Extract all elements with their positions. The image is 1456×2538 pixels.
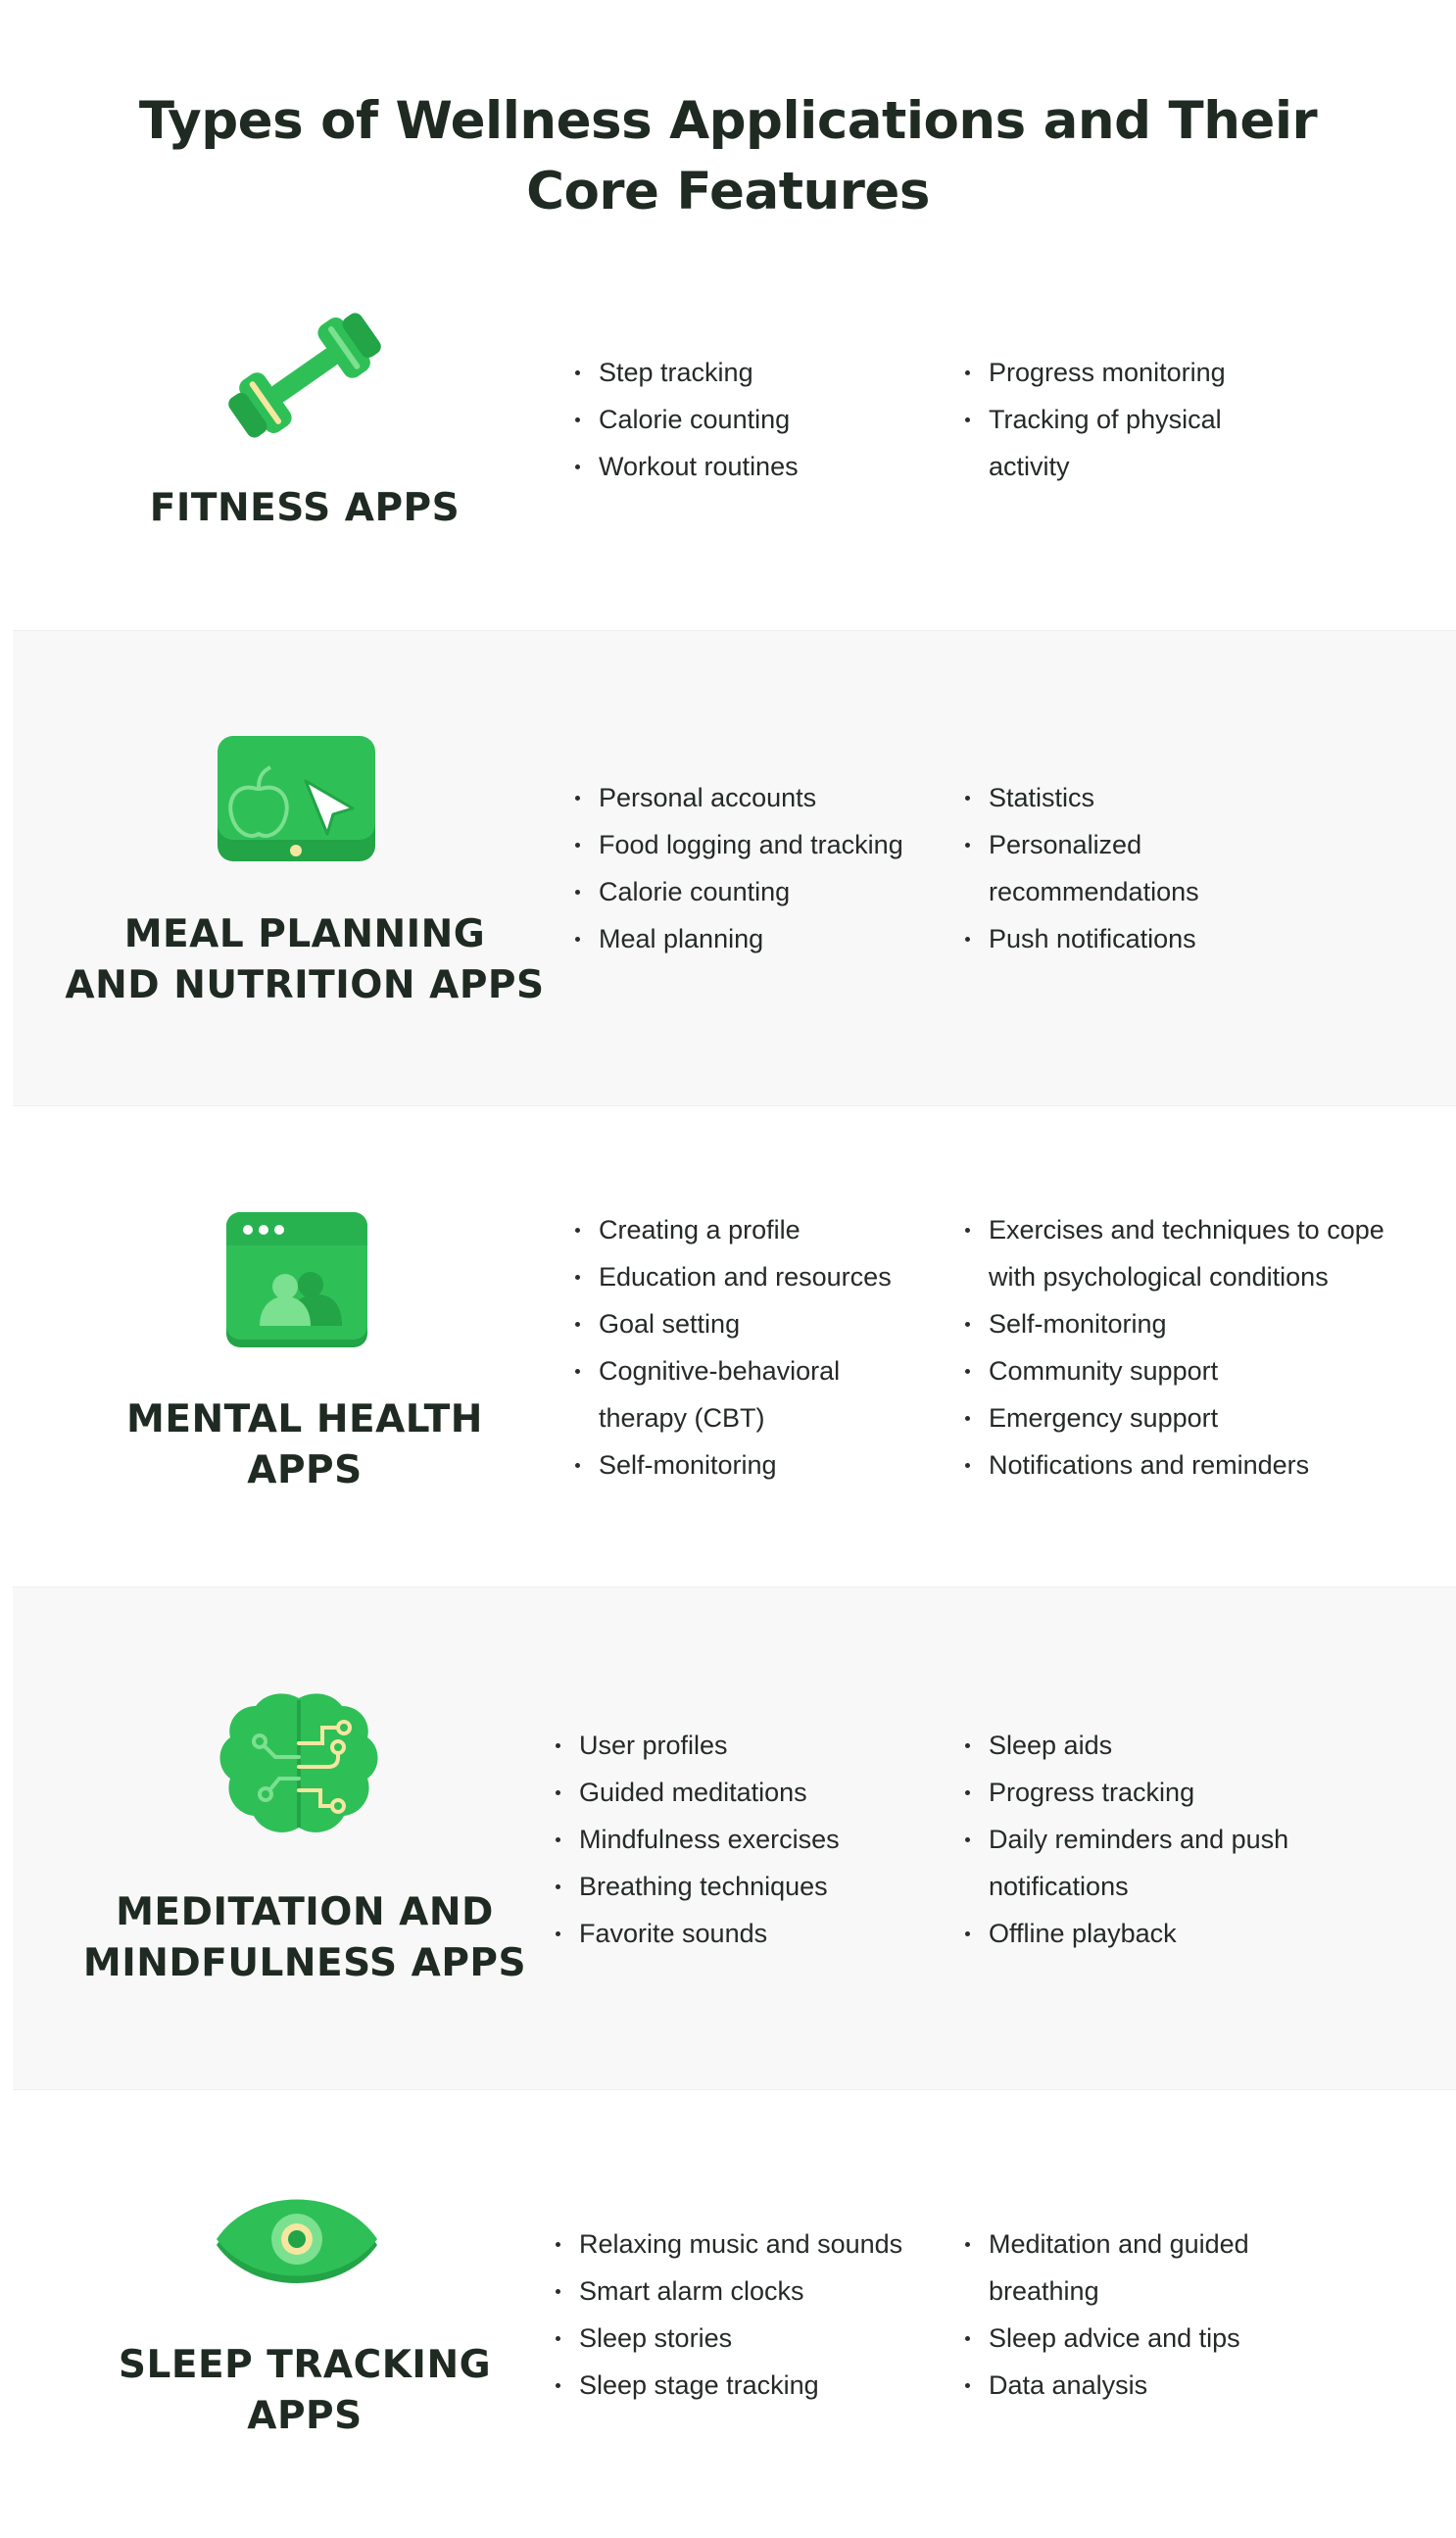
- category-name-line: FITNESS APPS: [149, 486, 461, 530]
- category-name-line: APPS: [247, 2394, 363, 2438]
- list-item: Sleep stories: [554, 2315, 955, 2362]
- category-name-line: MINDFULNESS APPS: [82, 1941, 527, 1985]
- eye-icon: [213, 2186, 381, 2292]
- list-item: Creating a profile: [573, 1206, 955, 1253]
- list-item: Calorie counting: [573, 396, 946, 443]
- list-item: Offline playback: [963, 1910, 1424, 1957]
- list-item: Breathing techniques: [554, 1863, 946, 1910]
- list-item: Emergency support: [963, 1394, 1433, 1441]
- page-title: [0, 86, 1456, 227]
- feature-list-right: [963, 1722, 1424, 1957]
- list-item: Personal accounts: [573, 774, 955, 821]
- list-item: Personalized recommendations: [963, 821, 1424, 915]
- list-item: Guided meditations: [554, 1769, 946, 1816]
- category-name: [30, 483, 579, 534]
- list-item: Tracking of physical activity: [963, 396, 1424, 490]
- page-title-line-2: Core Features: [526, 162, 930, 221]
- list-item: Exercises and techniques to cope with psychological conditions: [963, 1206, 1433, 1300]
- category-name-line: MEDITATION AND: [116, 1890, 494, 1934]
- list-item: Meditation and guided breathing: [963, 2221, 1424, 2315]
- feature-list-left: [573, 1206, 955, 1489]
- feature-list-right: [963, 349, 1424, 490]
- category-name: [30, 2340, 579, 2442]
- list-item: Daily reminders and push notifications: [963, 1816, 1424, 1910]
- people-window-icon: [224, 1210, 369, 1349]
- category-name-line: MENTAL HEALTH: [126, 1397, 483, 1441]
- feature-list-right: [963, 774, 1424, 962]
- feature-list-right: [963, 2221, 1424, 2409]
- section-mental-health: [13, 1106, 1456, 1586]
- list-item: Statistics: [963, 774, 1424, 821]
- list-item: Sleep advice and tips: [963, 2315, 1424, 2362]
- feature-list-left: [573, 774, 955, 962]
- section-fitness: [13, 250, 1456, 630]
- list-item: Cognitive-behavioral therapy (CBT): [573, 1347, 955, 1441]
- nutrition-tablet-icon: [216, 734, 377, 863]
- list-item: Notifications and reminders: [963, 1441, 1433, 1489]
- list-item: Favorite sounds: [554, 1910, 946, 1957]
- category-name-line: MEAL PLANNING: [123, 912, 486, 956]
- list-item: Mindfulness exercises: [554, 1816, 946, 1863]
- feature-list-left: [573, 349, 946, 490]
- feature-list-right: [963, 1206, 1433, 1489]
- page-title-line-1: Types of Wellness Applications and Their: [138, 91, 1318, 151]
- list-item: Meal planning: [573, 915, 955, 962]
- section-meditation: [13, 1586, 1456, 2090]
- dumbbell-icon: [215, 311, 395, 440]
- list-item: Step tracking: [573, 349, 946, 396]
- category-name: [30, 909, 579, 1011]
- list-item: Relaxing music and sounds: [554, 2221, 955, 2268]
- list-item: Workout routines: [573, 443, 946, 490]
- list-item: Data analysis: [963, 2362, 1424, 2409]
- category-name-line: APPS: [247, 1448, 363, 1492]
- list-item: Food logging and tracking: [573, 821, 955, 868]
- list-item: Progress tracking: [963, 1769, 1424, 1816]
- feature-list-left: [554, 2221, 955, 2409]
- list-item: Calorie counting: [573, 868, 955, 915]
- section-meal-planning: [13, 630, 1456, 1106]
- category-name: [30, 1887, 579, 1989]
- category-name-line: AND NUTRITION APPS: [65, 963, 545, 1007]
- list-item: Push notifications: [963, 915, 1424, 962]
- category-name-line: SLEEP TRACKING: [118, 2343, 492, 2387]
- brain-circuit-icon: [217, 1688, 381, 1845]
- list-item: Education and resources: [573, 1253, 955, 1300]
- list-item: Self-monitoring: [573, 1441, 955, 1489]
- feature-list-left: [554, 1722, 946, 1957]
- list-item: Progress monitoring: [963, 349, 1424, 396]
- list-item: Goal setting: [573, 1300, 955, 1347]
- list-item: Community support: [963, 1347, 1433, 1394]
- list-item: User profiles: [554, 1722, 946, 1769]
- list-item: Self-monitoring: [963, 1300, 1433, 1347]
- list-item: Smart alarm clocks: [554, 2268, 955, 2315]
- list-item: Sleep stage tracking: [554, 2362, 955, 2409]
- category-name: [30, 1394, 579, 1496]
- list-item: Sleep aids: [963, 1722, 1424, 1769]
- section-sleep-tracking: [13, 2090, 1456, 2538]
